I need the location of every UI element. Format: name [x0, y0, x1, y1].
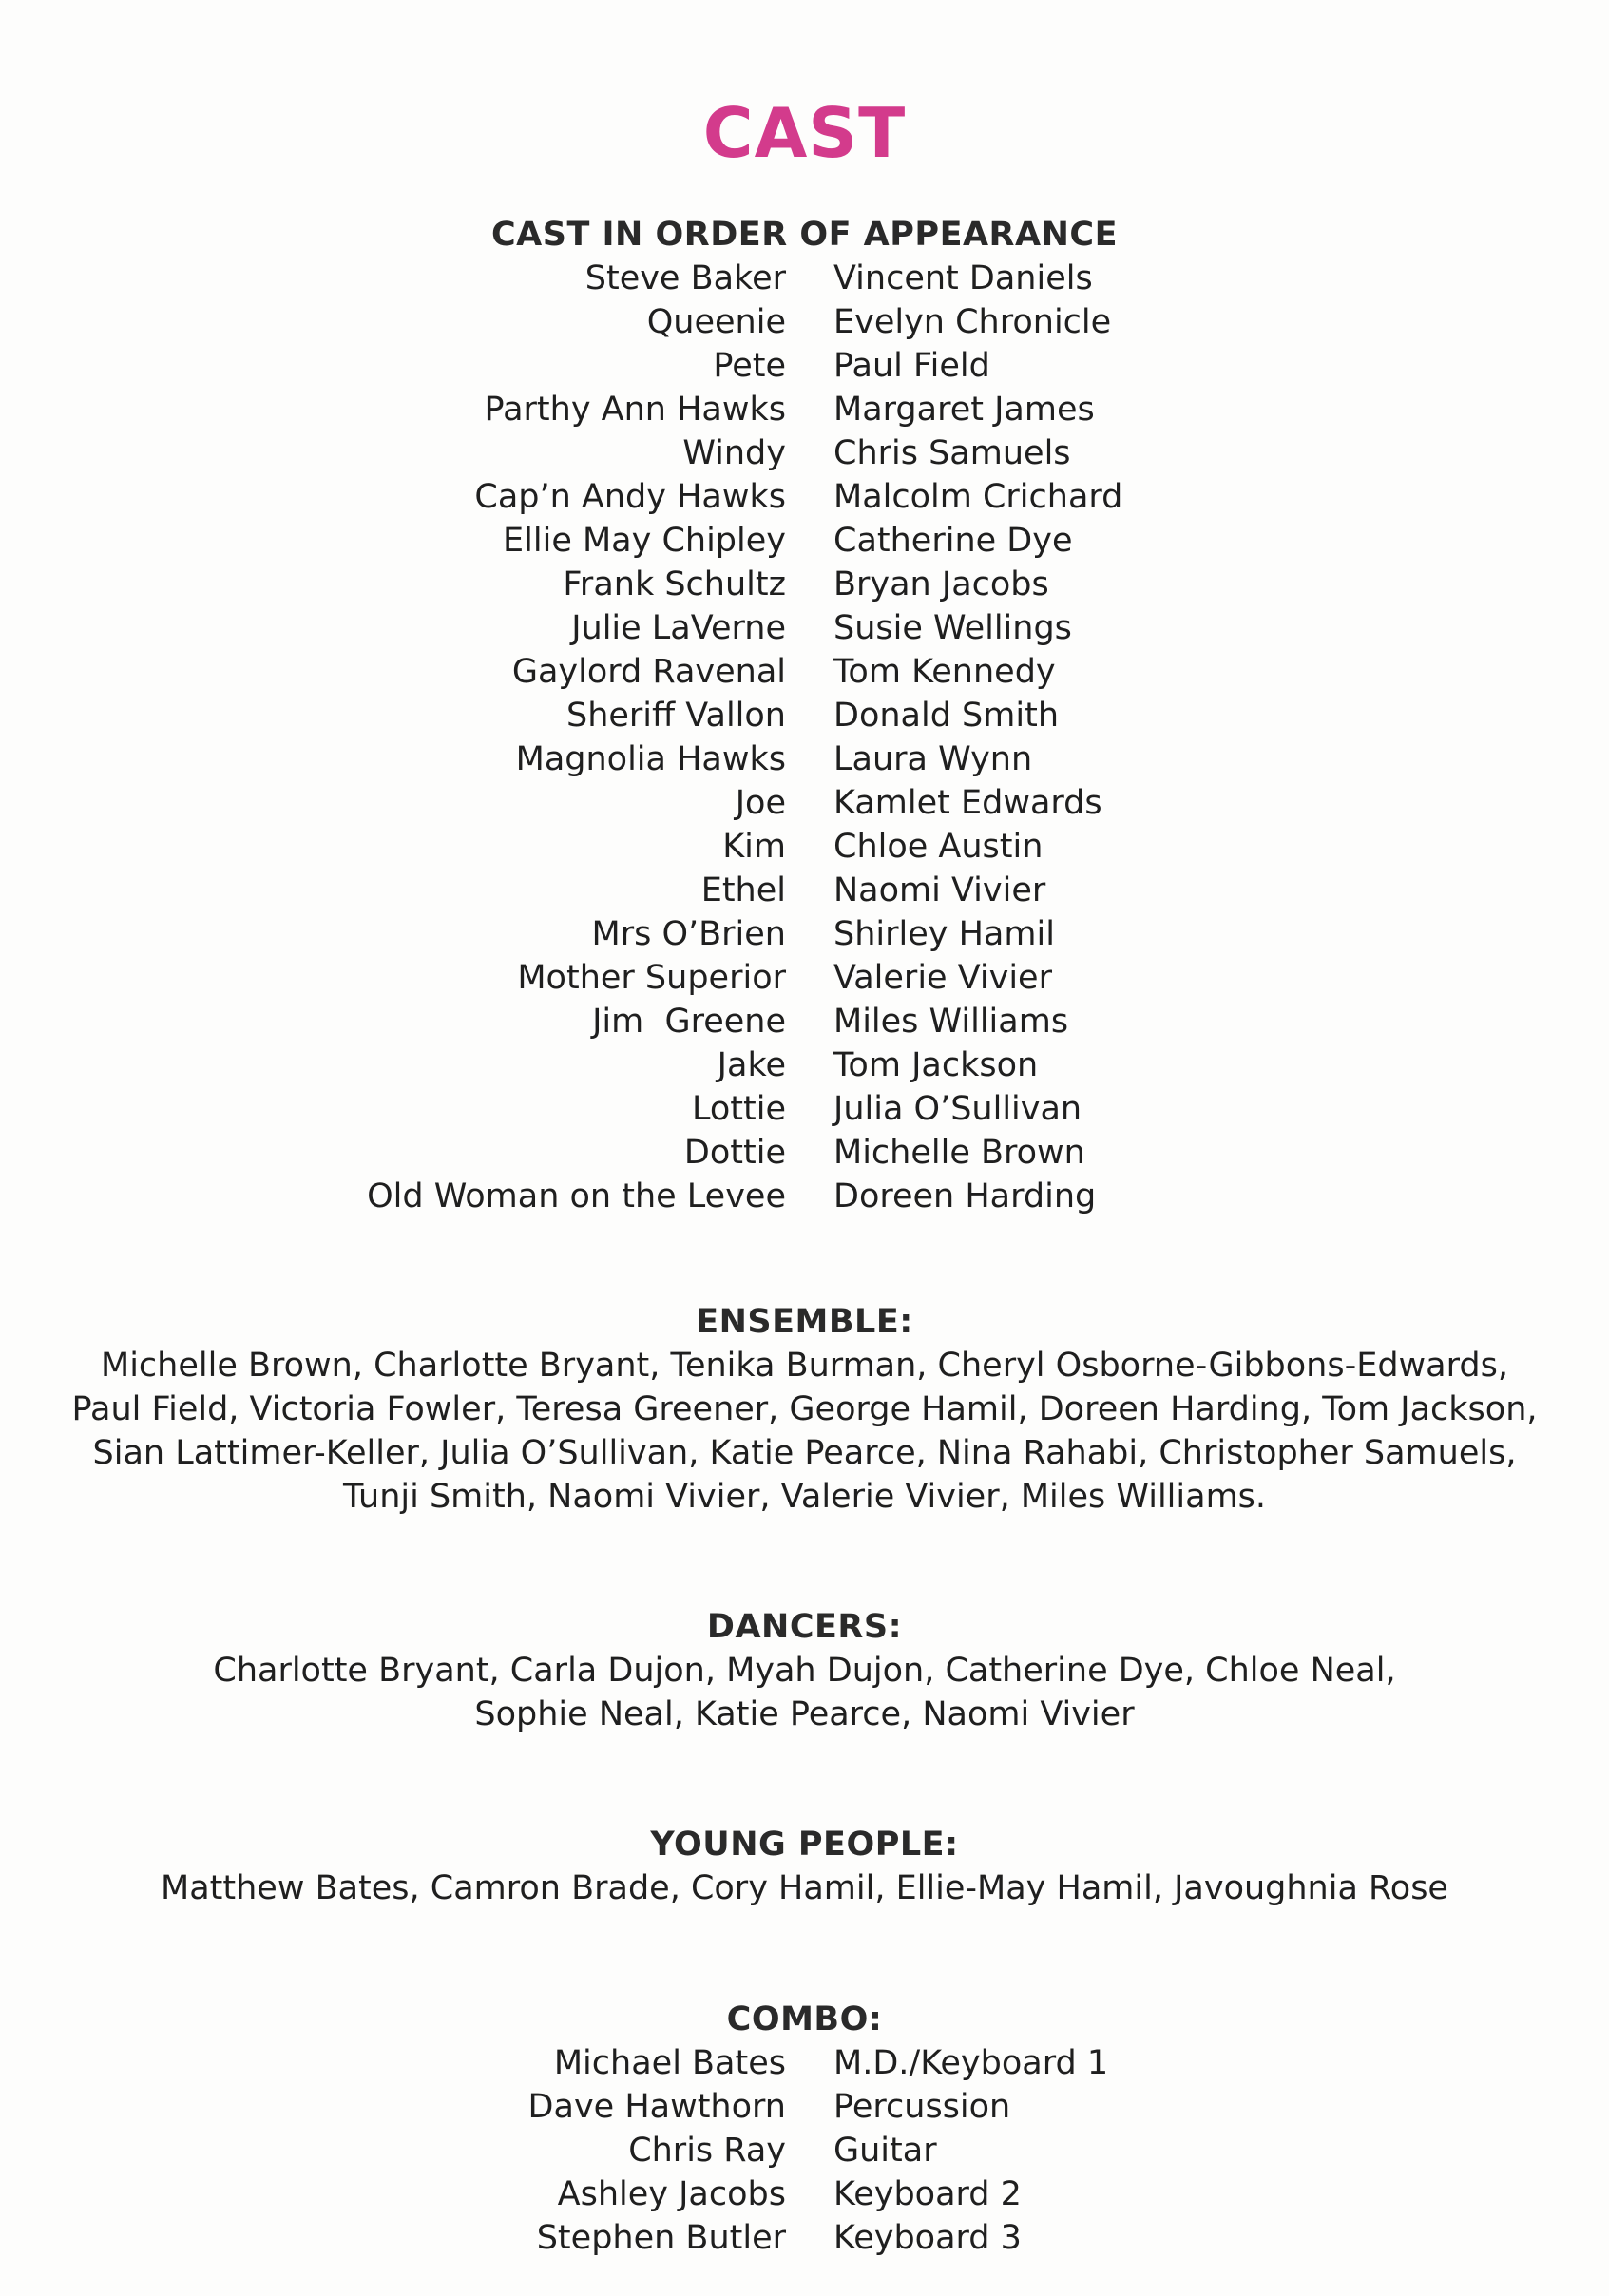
ensemble-line: Tunji Smith, Naomi Vivier, Valerie Vivier, Miles Williams. [342, 1478, 1267, 1516]
actor-name: Bryan Jacobs [833, 565, 1049, 603]
role-name: Queenie [646, 303, 786, 341]
cast-row [0, 869, 1609, 912]
cast-row [0, 257, 1609, 300]
actor-name: Chris Samuels [833, 434, 1071, 472]
young-people-heading: YOUNG PEOPLE: [650, 1826, 959, 1864]
combo-row [0, 2129, 1609, 2172]
actor-name: Catherine Dye [833, 522, 1073, 560]
musician-name: Ashley Jacobs [557, 2175, 786, 2213]
combo-row [0, 2041, 1609, 2085]
instrument-name: M.D./Keyboard 1 [833, 2044, 1109, 2082]
instrument-name: Keyboard 3 [833, 2219, 1022, 2257]
dancers-list [57, 1649, 1552, 1736]
dancers-line: Charlotte Bryant, Carla Dujon, Myah Dujon, Catherine Dye, Chloe Neal, [213, 1652, 1396, 1690]
combo-row [0, 2216, 1609, 2260]
cast-row [0, 825, 1609, 869]
role-name: Magnolia Hawks [515, 740, 786, 778]
actor-name: Susie Wellings [833, 609, 1072, 647]
actor-name: Laura Wynn [833, 740, 1033, 778]
actor-name: Doreen Harding [833, 1177, 1097, 1215]
role-name: Dottie [683, 1134, 786, 1172]
cast-row [0, 1131, 1609, 1175]
cast-row [0, 694, 1609, 737]
cast-row [0, 781, 1609, 825]
dancers-heading: DANCERS: [706, 1608, 903, 1646]
actor-name: Shirley Hamil [833, 915, 1055, 953]
cast-row [0, 475, 1609, 519]
cast-row [0, 912, 1609, 956]
role-name: Ellie May Chipley [503, 522, 786, 560]
cast-order-heading: CAST IN ORDER OF APPEARANCE [490, 216, 1118, 254]
musician-name: Stephen Butler [536, 2219, 786, 2257]
page-title: CAST [702, 93, 907, 173]
role-name: Jim Greene [592, 1003, 786, 1041]
ensemble-line: Sian Lattimer-Keller, Julia O’Sullivan, Katie Pearce, Nina Rahabi, Christopher Samuels, [92, 1434, 1517, 1472]
cast-row [0, 1175, 1609, 1218]
role-name: Joe [735, 784, 786, 822]
role-name: Lottie [691, 1090, 786, 1128]
role-name: Steve Baker [584, 259, 786, 297]
cast-row [0, 650, 1609, 694]
role-name: Mrs O’Brien [591, 915, 786, 953]
role-name: Frank Schultz [563, 565, 786, 603]
role-name: Pete [713, 347, 786, 385]
role-name: Kim [722, 828, 786, 866]
role-name: Old Woman on the Levee [367, 1177, 786, 1215]
actor-name: Margaret James [833, 391, 1095, 429]
ensemble-list [57, 1344, 1552, 1519]
cast-row [0, 563, 1609, 606]
young-people-line: Matthew Bates, Camron Brade, Cory Hamil, Ellie-May Hamil, Javoughnia Rose [161, 1869, 1448, 1907]
actor-name: Evelyn Chronicle [833, 303, 1112, 341]
role-name: Parthy Ann Hawks [484, 391, 786, 429]
actor-name: Miles Williams [833, 1003, 1069, 1041]
musician-name: Michael Bates [553, 2044, 786, 2082]
ensemble-line: Paul Field, Victoria Fowler, Teresa Greener, George Hamil, Doreen Harding, Tom Jackson, [71, 1390, 1538, 1428]
cast-row [0, 1043, 1609, 1087]
dancers-line: Sophie Neal, Katie Pearce, Naomi Vivier [474, 1695, 1135, 1733]
role-name: Julie LaVerne [571, 609, 786, 647]
cast-row [0, 519, 1609, 563]
actor-name: Tom Jackson [833, 1046, 1039, 1084]
actor-name: Chloe Austin [833, 828, 1044, 866]
combo-row [0, 2172, 1609, 2216]
actor-name: Paul Field [833, 347, 990, 385]
role-name: Jake [717, 1046, 786, 1084]
combo-row [0, 2085, 1609, 2129]
role-name: Windy [682, 434, 786, 472]
cast-row [0, 344, 1609, 388]
role-name: Mother Superior [517, 959, 786, 997]
young-people-list [57, 1866, 1552, 1910]
actor-name: Valerie Vivier [833, 959, 1052, 997]
role-name: Gaylord Ravenal [511, 653, 786, 691]
role-name: Sheriff Vallon [565, 697, 786, 735]
instrument-name: Keyboard 2 [833, 2175, 1022, 2213]
ensemble-line: Michelle Brown, Charlotte Bryant, Tenika Burman, Cheryl Osborne-Gibbons-Edwards, [101, 1347, 1508, 1385]
musician-name: Chris Ray [628, 2132, 786, 2170]
instrument-name: Percussion [833, 2088, 1011, 2126]
cast-row [0, 737, 1609, 781]
actor-name: Julia O’Sullivan [833, 1090, 1082, 1128]
cast-row [0, 1087, 1609, 1131]
actor-name: Michelle Brown [833, 1134, 1085, 1172]
actor-name: Malcolm Crichard [833, 478, 1123, 516]
instrument-name: Guitar [833, 2132, 937, 2170]
role-name: Ethel [700, 871, 786, 909]
cast-row [0, 431, 1609, 475]
cast-row [0, 1000, 1609, 1043]
ensemble-heading: ENSEMBLE: [696, 1303, 913, 1341]
combo-heading: COMBO: [726, 2000, 883, 2038]
actor-name: Kamlet Edwards [833, 784, 1102, 822]
actor-name: Vincent Daniels [833, 259, 1093, 297]
cast-row [0, 606, 1609, 650]
musician-name: Dave Hawthorn [527, 2088, 786, 2126]
actor-name: Naomi Vivier [833, 871, 1046, 909]
role-name: Cap’n Andy Hawks [474, 478, 786, 516]
cast-row [0, 388, 1609, 431]
actor-name: Tom Kennedy [833, 653, 1056, 691]
actor-name: Donald Smith [833, 697, 1060, 735]
cast-row [0, 300, 1609, 344]
cast-row [0, 956, 1609, 1000]
